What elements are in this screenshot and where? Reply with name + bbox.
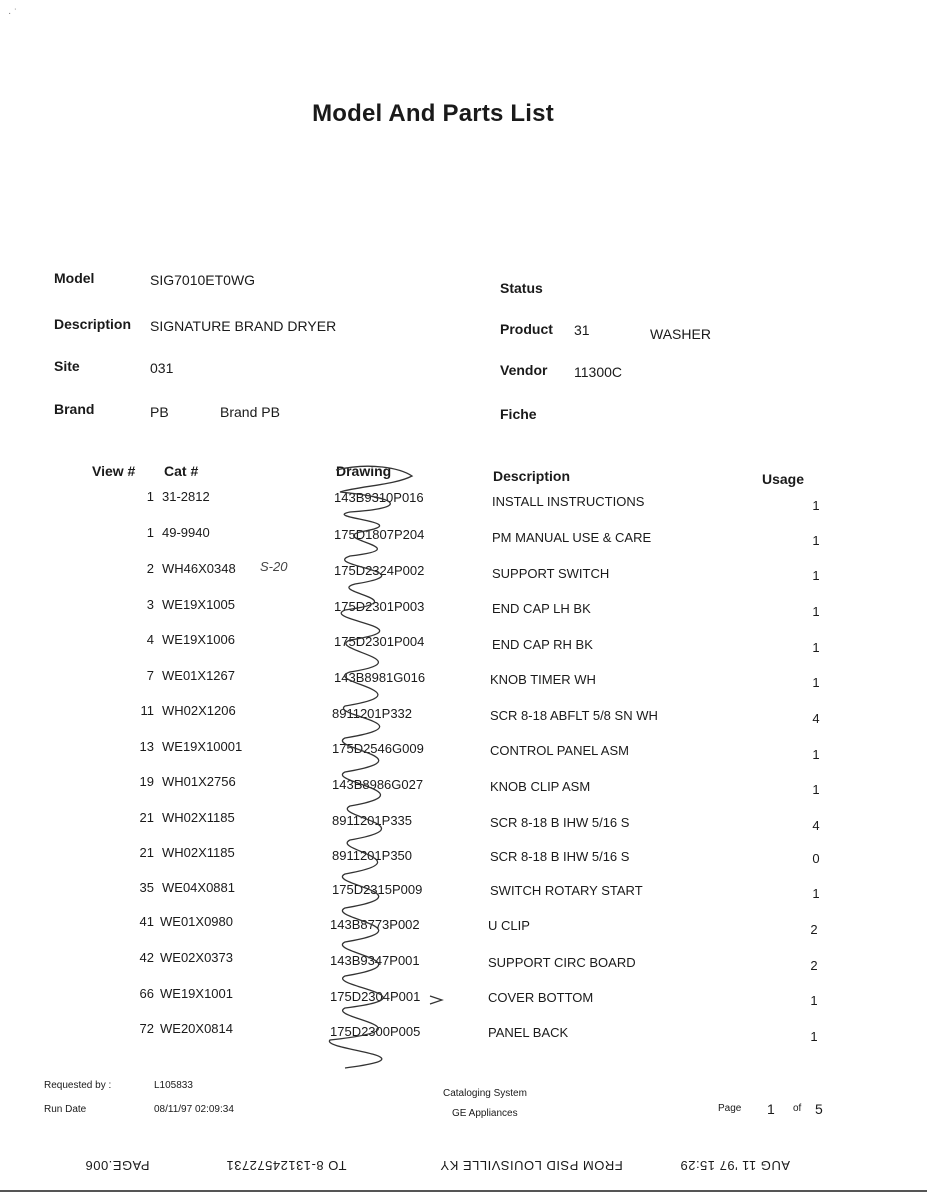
row-drawing: 143B9347P001	[330, 953, 420, 968]
fax-to: TO 8-13124572731	[226, 1158, 347, 1173]
row-cat: WH02X1185	[162, 845, 235, 860]
row-drawing: 8911201P332	[332, 706, 413, 721]
row-description: SCR 8-18 B IHW 5/16 S	[490, 849, 630, 864]
row-cat: WE01X0980	[160, 914, 233, 929]
model-label: Model	[54, 270, 95, 286]
row-drawing: 175D2301P004	[334, 634, 425, 649]
row-view: 13	[139, 739, 154, 754]
brand-label: Brand	[54, 401, 95, 417]
row-view: 42	[139, 950, 154, 965]
row-drawing: 8911201P350	[332, 848, 413, 863]
col-usage: Usage	[762, 471, 805, 487]
row-usage: 4	[812, 818, 820, 833]
row-view: 4	[146, 632, 154, 647]
col-drawing: Drawing	[336, 463, 392, 479]
row-drawing: 175D2300P005	[330, 1024, 421, 1039]
requested-by-label: Requested by :	[44, 1080, 112, 1091]
brand-code: PB	[150, 404, 169, 420]
fax-from: FROM PSID LOUISVILLE KY	[440, 1158, 623, 1173]
page-current: 1	[767, 1101, 775, 1117]
row-description: END CAP LH BK	[492, 601, 591, 616]
row-description: END CAP RH BK	[492, 637, 593, 652]
row-cat: WH02X1185	[162, 810, 235, 825]
row-usage: 2	[810, 958, 818, 973]
col-cat: Cat #	[164, 463, 199, 479]
description-value: SIGNATURE BRAND DRYER	[150, 318, 337, 334]
row-drawing: 175D2304P001	[330, 989, 421, 1004]
row-usage: 1	[812, 604, 820, 619]
scan-specks: · ˙	[8, 8, 18, 19]
row-description: SUPPORT CIRC BOARD	[488, 955, 636, 970]
run-date-label: Run Date	[44, 1104, 87, 1115]
row-view: 41	[139, 914, 154, 929]
site-value: 031	[150, 360, 174, 376]
row-usage: 1	[812, 782, 820, 797]
row-cat: WE20X0814	[160, 1021, 233, 1036]
row-description: INSTALL INSTRUCTIONS	[492, 494, 645, 509]
row-usage: 1	[812, 640, 820, 655]
row-view: 1	[146, 489, 154, 504]
handwritten-note: S-20	[260, 559, 288, 574]
row-view: 19	[139, 774, 154, 789]
row-description: SCR 8-18 ABFLT 5/8 SN WH	[490, 708, 658, 723]
row-description: COVER BOTTOM	[488, 990, 594, 1005]
row-cat: WE19X1005	[162, 597, 235, 612]
bottom-edge-line	[0, 1190, 927, 1192]
row-drawing: 175D1807P204	[334, 527, 425, 542]
row-cat: WE19X1001	[160, 986, 233, 1001]
row-view: 66	[139, 986, 154, 1001]
site-label: Site	[54, 358, 80, 374]
fax-datetime: AUG 11 '97 15:29	[680, 1158, 790, 1173]
row-usage: 4	[812, 711, 820, 726]
row-drawing: 143B9310P016	[334, 490, 424, 505]
row-drawing: 175D2315P009	[332, 882, 423, 897]
row-drawing: 175D2324P002	[334, 563, 425, 578]
status-label: Status	[500, 280, 543, 296]
row-drawing: 8911201P335	[332, 813, 413, 828]
row-description: SUPPORT SWITCH	[492, 566, 610, 581]
row-view: 72	[139, 1021, 154, 1036]
page-total: 5	[815, 1101, 823, 1117]
row-drawing: 175D2546G009	[332, 741, 424, 756]
row-description: PANEL BACK	[488, 1025, 569, 1040]
row-cat: WH46X0348	[162, 561, 236, 576]
row-cat: WE19X1006	[162, 632, 235, 647]
product-label: Product	[500, 321, 553, 337]
model-value: SIG7010ET0WG	[150, 272, 256, 288]
col-description: Description	[493, 468, 571, 484]
row-usage: 1	[812, 498, 820, 513]
row-view: 35	[139, 880, 154, 895]
row-cat: WE01X1267	[162, 668, 235, 683]
system-line-2: GE Appliances	[452, 1108, 518, 1119]
fiche-label: Fiche	[500, 406, 537, 422]
page-title: Model And Parts List	[312, 100, 554, 127]
row-view: 7	[146, 668, 154, 683]
run-date-value: 08/11/97 02:09:34	[154, 1104, 234, 1115]
row-usage: 1	[812, 747, 820, 762]
row-usage: 1	[812, 886, 820, 901]
description-label: Description	[54, 316, 132, 332]
product-name: WASHER	[650, 326, 711, 342]
row-cat: WE02X0373	[160, 950, 233, 965]
row-drawing: 143B8981G016	[334, 670, 426, 685]
requested-by-value: L105833	[154, 1080, 193, 1091]
brand-name: Brand PB	[220, 404, 280, 420]
row-usage: 2	[810, 922, 818, 937]
row-usage: 1	[810, 993, 818, 1008]
row-usage: 1	[812, 568, 820, 583]
row-usage: 1	[812, 675, 820, 690]
row-description: SCR 8-18 B IHW 5/16 S	[490, 815, 630, 830]
row-drawing: 143B8986G027	[332, 777, 424, 792]
row-description: CONTROL PANEL ASM	[490, 743, 629, 758]
page-of: of	[793, 1103, 802, 1114]
product-code: 31	[574, 322, 590, 338]
row-description: KNOB TIMER WH	[490, 672, 596, 687]
row-drawing: 143B8773P002	[330, 917, 420, 932]
row-view: 21	[139, 810, 154, 825]
row-view: 1	[146, 525, 154, 540]
row-usage: 0	[812, 851, 820, 866]
row-view: 21	[139, 845, 154, 860]
col-view: View #	[92, 463, 136, 479]
row-description: KNOB CLIP ASM	[490, 779, 591, 794]
row-cat: 49-9940	[162, 525, 210, 540]
vendor-value: 11300C	[574, 364, 623, 380]
fax-page: PAGE.006	[85, 1158, 150, 1173]
system-line-1: Cataloging System	[443, 1088, 527, 1099]
row-description: PM MANUAL USE & CARE	[492, 530, 652, 545]
row-cat: WE04X0881	[162, 880, 235, 895]
row-cat: WH02X1206	[162, 703, 236, 718]
row-cat: 31-2812	[162, 489, 210, 504]
row-usage: 1	[812, 533, 820, 548]
vendor-label: Vendor	[500, 362, 548, 378]
page-label: Page	[718, 1103, 742, 1114]
row-description: SWITCH ROTARY START	[490, 883, 643, 898]
row-view: 3	[146, 597, 154, 612]
row-cat: WE19X10001	[162, 739, 243, 754]
row-drawing: 175D2301P003	[334, 599, 425, 614]
row-description: U CLIP	[488, 918, 530, 933]
row-usage: 1	[810, 1029, 818, 1044]
row-cat: WH01X2756	[162, 774, 236, 789]
row-view: 11	[140, 703, 154, 718]
row-view: 2	[146, 561, 154, 576]
